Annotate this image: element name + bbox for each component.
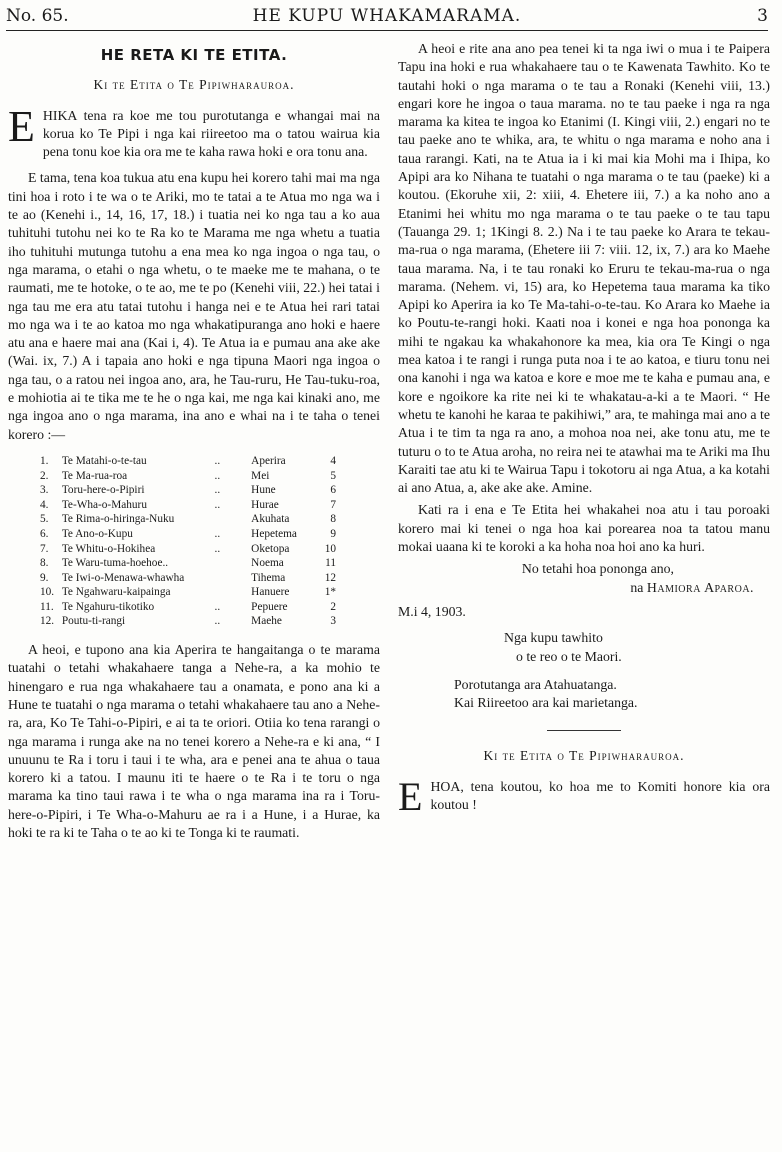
month-ordinal: 8 (330, 513, 336, 526)
maori-month-name: Te Rima-o-hiringa-Nuku (61, 513, 175, 526)
english-month-name: Hurae (251, 498, 279, 511)
month-row (38, 454, 338, 469)
running-title: HE KUPU WHAKAMARAMA. (252, 6, 522, 26)
english-month-name: Noema (251, 557, 284, 570)
maori-month-name: Te Waru-tuma-hoehoe.. (61, 557, 169, 570)
month-ordinal: 2 (330, 600, 336, 613)
month-row (38, 512, 338, 527)
maori-month-name: Te Ma-rua-roa (61, 469, 128, 482)
maori-month-name: Te Iwi-o-Menawa-whawha (61, 571, 185, 584)
month-ordinal: 9 (330, 527, 336, 540)
verse-line-2: o te reo o te Maori. (516, 648, 622, 664)
leader-dots: .. (214, 600, 221, 613)
leader-dots: .. (214, 454, 221, 467)
letter-heading: HE RETA KI TE ETITA. (100, 46, 288, 64)
letter-byline: Ki te Etita o Te Pipiwharauroa. (93, 77, 295, 93)
letter-date: M.i 4, 1903. (398, 603, 466, 619)
month-row (38, 527, 338, 542)
month-row (38, 556, 338, 571)
first-word-2: HOA (430, 778, 461, 794)
month-row (38, 483, 338, 498)
leader-dots (213, 571, 250, 586)
signoff-prefix: na (630, 579, 647, 595)
opening-paragraph (8, 101, 380, 162)
month-row (38, 614, 338, 629)
month-ordinal: 3 (330, 615, 336, 628)
page-number: 3 (757, 6, 768, 26)
author-name: Hamiora Aparoa. (646, 579, 754, 595)
verse-line-3: Porotutanga ara Atahuatanga. (454, 676, 617, 692)
month-number: 11. (40, 600, 54, 613)
month-number: 8. (40, 557, 49, 570)
month-number: 3. (40, 484, 49, 497)
english-month-name: Aperira (251, 454, 286, 467)
paragraph-5: Kati ra i ena e Te Etita hei whakahei noa atu i tau poroaki korero mai ki tenei o nga hoa kai porearea noa ta tatou manu mokai uaana ki te koroki a ka hoha noa hoi ano ka huri. (398, 502, 770, 555)
english-month-name: Oketopa (251, 542, 290, 555)
month-number: 1. (40, 454, 49, 467)
month-row (38, 571, 338, 586)
english-month-name: Hune (251, 484, 276, 497)
month-ordinal: 12 (324, 571, 336, 584)
verse-line-4: Kai Riireetoo ara kai marietanga. (454, 695, 638, 711)
signoff-author (398, 579, 770, 597)
leader-dots: .. (214, 527, 221, 540)
month-row (38, 600, 338, 615)
page-header (6, 4, 768, 31)
english-month-name: Tihema (251, 571, 286, 584)
maori-month-name: Te Whitu-o-Hokihea (61, 542, 156, 555)
maori-month-name: Poutu-ti-rangi (61, 615, 126, 628)
month-number: 10. (40, 586, 55, 599)
month-number: 12. (40, 615, 55, 628)
month-row (38, 469, 338, 484)
month-ordinal: 10 (324, 542, 336, 555)
english-month-name: Hepetema (251, 527, 297, 540)
month-number: 2. (40, 469, 49, 482)
month-ordinal: 6 (330, 484, 336, 497)
leader-dots (213, 585, 250, 600)
leader-dots: .. (214, 469, 221, 482)
month-ordinal: 7 (330, 498, 336, 511)
verse-line-1: Nga kupu tawhito (504, 630, 603, 646)
signoff-line: No tetahi hoa pononga ano, (521, 561, 674, 577)
maori-month-name: Toru-here-o-Pipiri (61, 484, 145, 497)
month-number: 4. (40, 498, 49, 511)
leader-dots (213, 512, 250, 527)
month-number: 6. (40, 527, 49, 540)
second-opening-text: , tena koutou, ko hoa me to Komiti honore kia ora koutou ! (430, 778, 770, 812)
months-table (38, 454, 338, 629)
leader-dots: .. (214, 484, 221, 497)
maori-month-name: Te-Wha-o-Mahuru (61, 498, 147, 511)
month-row (38, 585, 338, 600)
left-column (8, 40, 380, 842)
english-month-name: Akuhata (251, 513, 290, 526)
month-number: 7. (40, 542, 49, 555)
paragraph-4: A heoi e rite ana ano pea tenei ki ta nga iwi o mua i te Paipera Tapu ina hoki e rua whakahaere tau o te Kawenata Tawhito. Ko te tautahi hoki o nga marama o te tau a Ronaki (Kenehi viii, 13.) engari kore he ingoa o taua marama. no te tau paeke i nga ra nga marama ka kitea te ingoa ko Etanimi (I. Kingi viii, 2.) engari no te tau paeke ano te whika, ara, te whitu o nga marama e noho ana i taua rarangi. Kati, na te Atua ia i ki mai kia Mohi ma i Ihipa, ko Apipi ara ko Nihana te tuatahi o nga marama o te tau (paeke) ki a koutou. (Ekoruhe xii, 2: xiii, 4. Ehetere iii, 7.) a ka noho ano a Etanimi hei whitu mo nga marama o te tau paeke o te tau tapu (Tauanga 29. 1; 1Kingi 8. 2.) Na i te tau paeke ko Arara te tekau-ma-rua o nga marama, (Ehetere iii 7: viii. 12, ix, 7.) ara ko Maehe taua marama. Na, i te tau ronaki ko Eruru te tekau-ma-rua o nga marama. (Nehem. vi, 15) ara, ko Hepetema taua marama ka tiko Apipi ko Aperira ia ko Te Ma-tahi-o-te-tau. Ko Arara ko Maehe ia ko Poutu-te-rangi hoki. Kaati noa i konei e nga hoa pononga ka mihi te ngakau ka whakahonore ka mea, kia ora Te Kingi o nga mea katoa i te rangi i runga puta noa i te ao katoa, e tiuru tonu nei ona kanohi i nga wa katoa e kore e moe me te kaha e pumau ana, e kore e ngoikore ka rite nei ki te whakatau-a-ki a te Maori. “ He whetu te kanohi he karaa te pakihiwi,” ara, te mahinga mai ano a te Atua i te tim ta nga ra ano, a mohoa noa nei, ake tonu atu, me te tuturu o to te Atua aroha, no reira nei te atawhai ma te Ariki ma Ihu Karaiti tae atu ki te Wairua Tapu i tokotoru ai nga Atua, a ka kotahi ai ano Atua, a, ake ake ake. Amine. (398, 41, 770, 496)
month-ordinal: 4 (330, 454, 336, 467)
maori-month-name: Te Ngahuru-tikotiko (61, 600, 155, 613)
leader-dots: .. (214, 498, 221, 511)
leader-dots: .. (214, 542, 221, 555)
maori-month-name: Te Ano-o-Kupu (61, 527, 133, 540)
second-letter-byline: Ki te Etita o Te Pipiwharauroa. (483, 748, 685, 764)
leader-dots (213, 556, 250, 571)
right-column (398, 40, 770, 819)
issue-number: No. 65. (6, 6, 69, 26)
month-row (38, 542, 338, 557)
month-ordinal: 11 (325, 557, 336, 570)
month-row (38, 498, 338, 513)
drop-cap: E (8, 101, 35, 151)
month-number: 9. (40, 571, 49, 584)
maori-month-name: Te Matahi-o-te-tau (61, 454, 147, 467)
opening-text: tena ra koe me tou purotutanga e whangai mai na korua ko Te Pipi i nga kai riireetoo ma o tatou wairua kia pena tonu koe kia ora me te kaha rawa hoki e ora tonu ana. (42, 107, 380, 160)
paragraph-2: E tama, tena koa tukua atu ena kupu hei korero tahi mai ma nga tini hoa i roto i te wa o te Ariki, mo te tatai a te Atua mo nga wa i te ao (Kenehi i., 14, 16, 17, 18.) i tuatia nei ko nga tau a ko aua tuhituhi tutohu nei ko te Ra ko te Marama me nga whetu a tuatia iho tuhituhi mutunga tutohu a ena mea ko nga ingoa o nga tau, o nga marama, o etahi o nga whetu, o te maeke me te mahana, o te raumati, me te hotoke, o te ao, me te po (Kenehi viii, 22.) hei tatai i nga tau me era atu tatai tutohu i hanga nei e te Atua hei rari tatai mo nga wa i te ao katoa mo nga whakatipuranga ano hoki e haere atu ana e haere mai ana (Kai i, 4). Te Atua ia e pumau ana ake ake (Wai. ix, 7.) A i tapaia ano hoki e nga tipuna Maori nga ingoa o nga tau, o a ratou nei ingoa ano, ara, he Tau-ruru, He Tau-tuku-roa, e mohiotia ai te tika me te he o nga kai, me nga kai kinaki ano, me nga ingoa ano o nga marama, ina ano e whai na i te taha o tenei korero :— (8, 170, 380, 442)
month-ordinal: 5 (330, 469, 336, 482)
english-month-name: Maehe (251, 615, 282, 628)
english-month-name: Pepuere (251, 600, 288, 613)
second-letter-opening (398, 773, 770, 819)
first-word: HIKA (42, 107, 78, 123)
english-month-name: Hanuere (251, 586, 290, 599)
section-divider (547, 730, 621, 731)
maori-month-name: Te Ngahwaru-kaipainga (61, 586, 171, 599)
leader-dots: .. (214, 615, 221, 628)
month-ordinal: 1* (324, 586, 336, 599)
drop-cap-2: E (398, 773, 423, 819)
month-number: 5. (40, 513, 49, 526)
english-month-name: Mei (251, 469, 270, 482)
paragraph-3: A heoi, e tupono ana kia Aperira te hangaitanga o te marama tuatahi o tetahi whakahaere tanga a Nehe-ra, a ka mohio te hinengaro e rua nga whakahaere tau a onamata, e pono ana ki a Hune te tuatahi o nga marama o tetahi whakahaere tau ano a Nehe-ra, ara, Ko Te Tahi-o-Pipiri, e ai ta te oriori. Otiia ko tena rarangi o nga marama i runga ake na no tenei korero a Nehe-ra e ki ana, “ I unuunu te Ra i toru i taui i te wha, ara e penei ana te ahua o taua korero ki a tatou. I maunu iti te haere o te Ra i te toru o nga marama ka tino taui rawa i te wha o nga marama ina ra i Toru-here-o-Pipiri, i Te Wha-o-Mahuru ae ra i a Hune, i a Hurae, ka hoki te ra ki te Taha o te ao ki te Tonga ki te raumati. (8, 642, 380, 841)
